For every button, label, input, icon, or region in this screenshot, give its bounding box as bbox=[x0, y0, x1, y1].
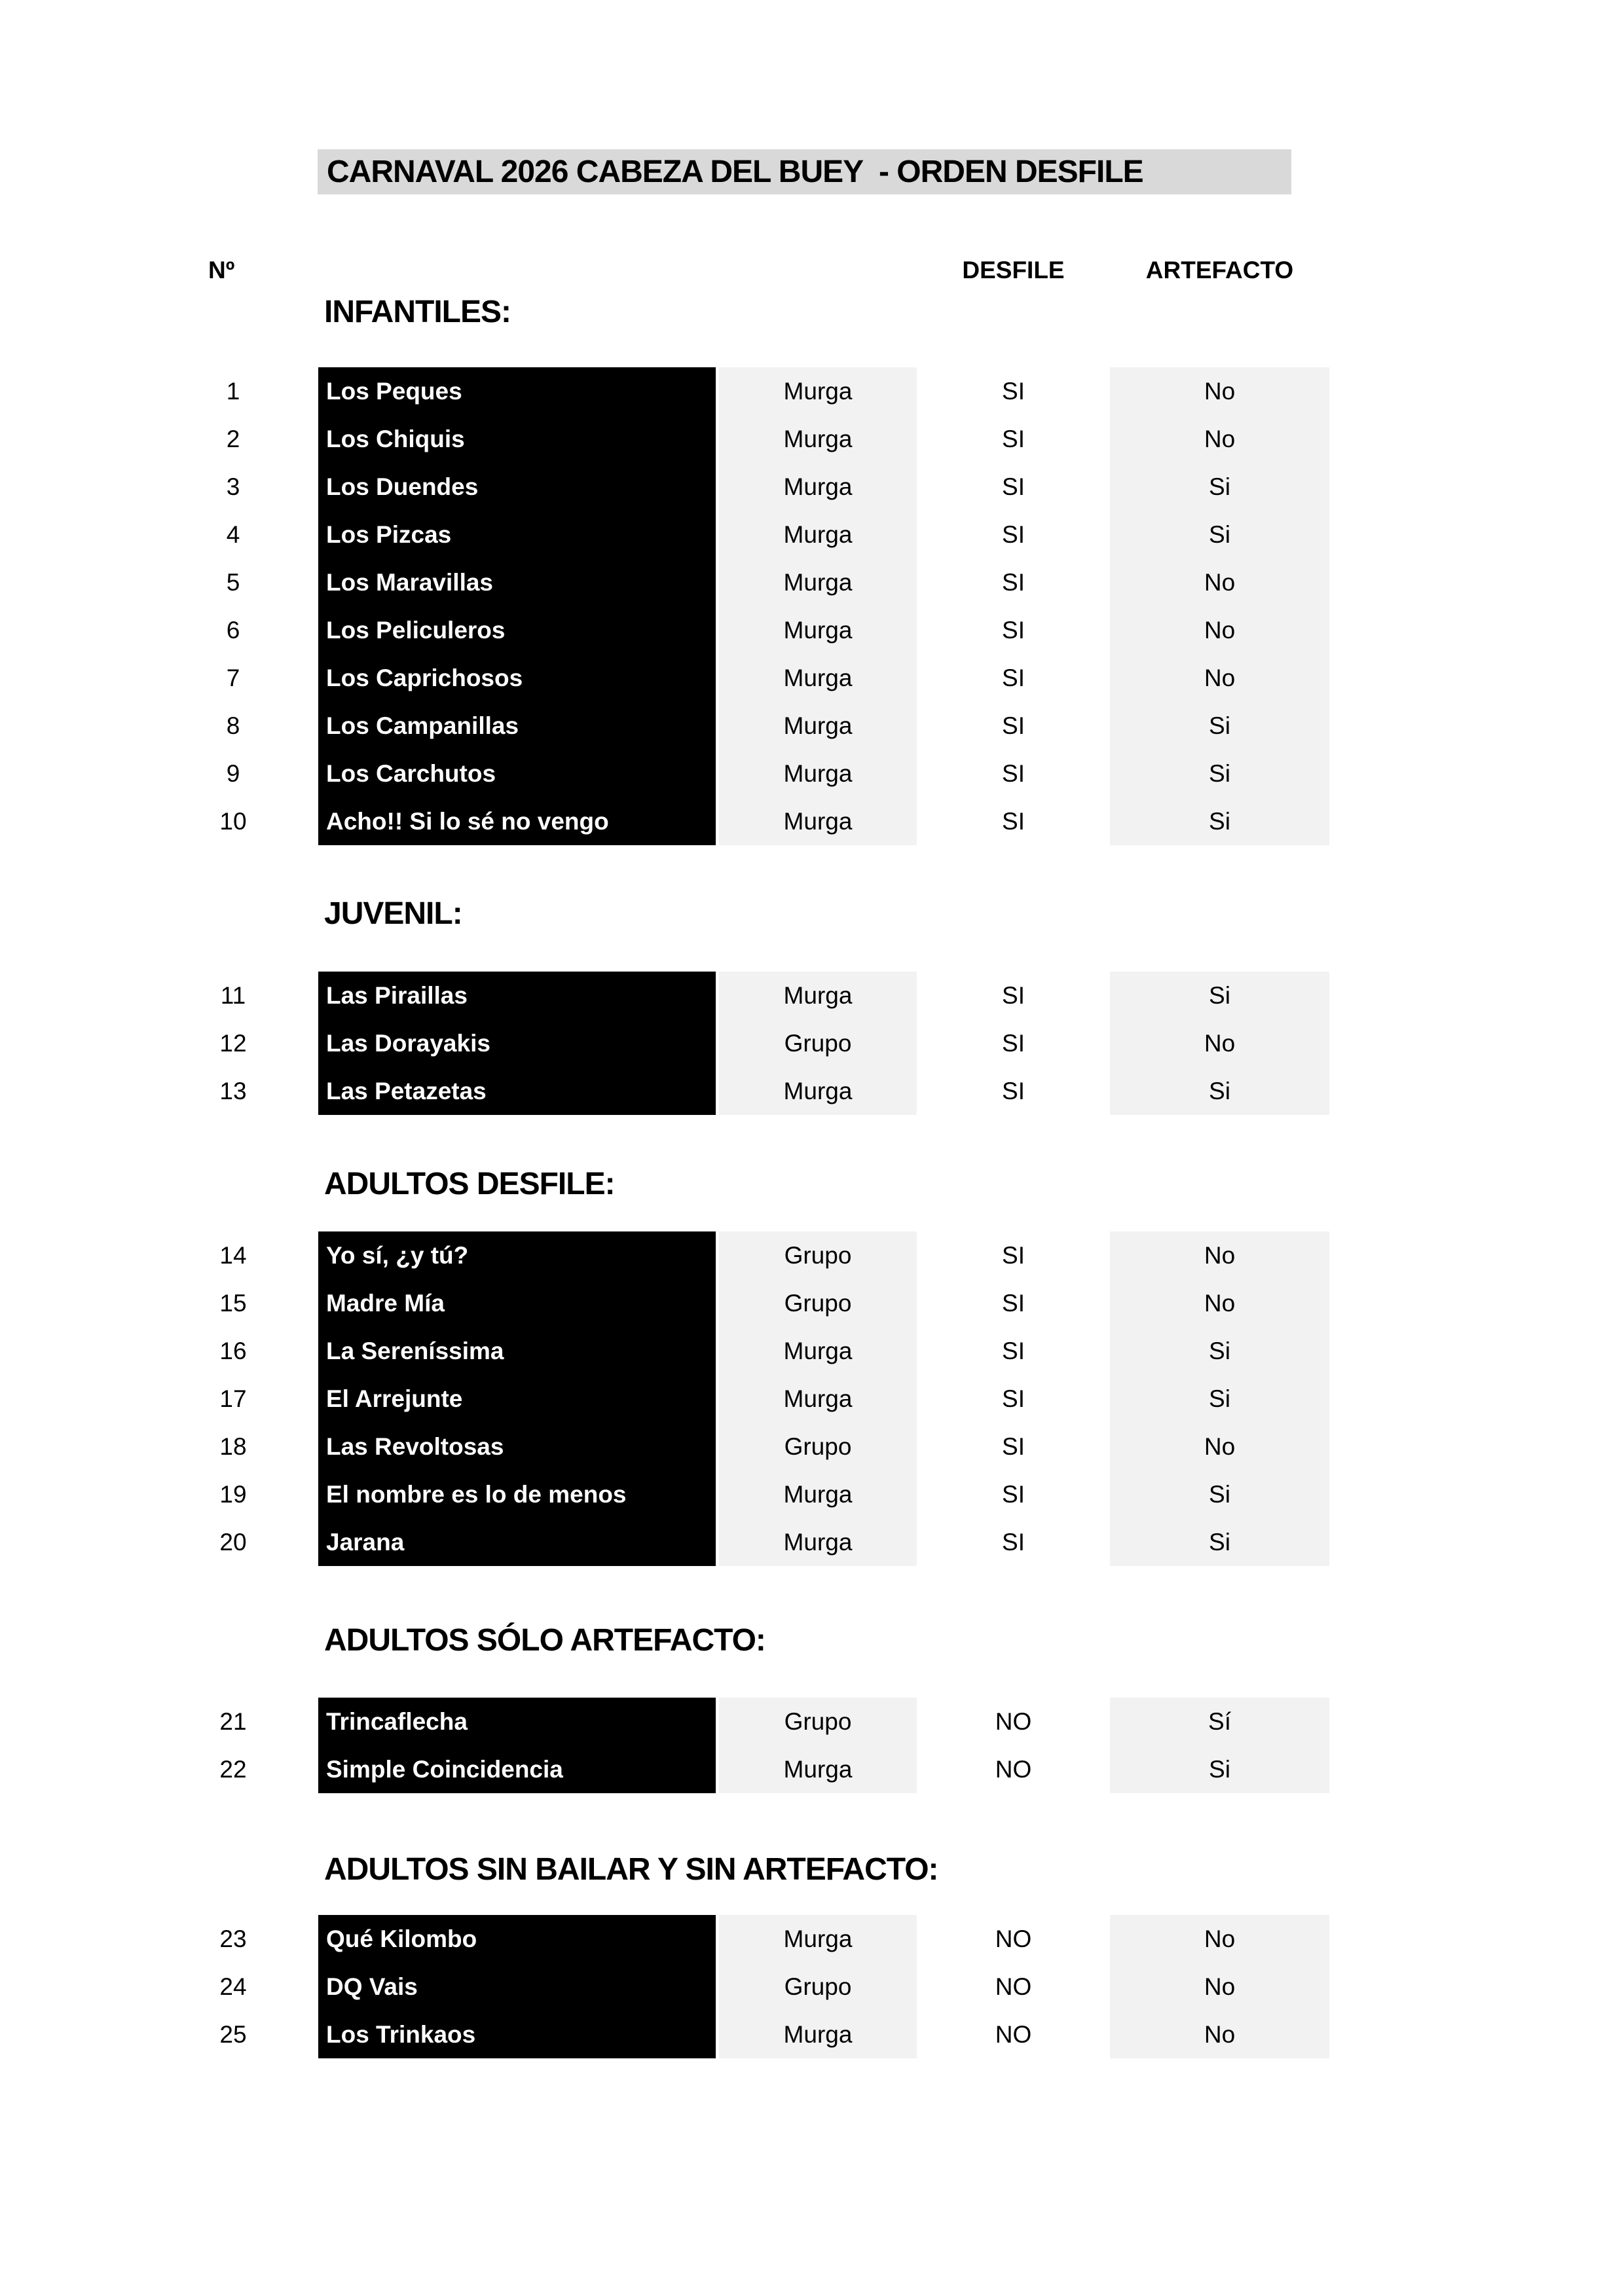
desfile-value-cell: SI bbox=[1002, 1241, 1025, 1269]
row-number: 8 bbox=[226, 712, 240, 739]
row-number: 17 bbox=[219, 1385, 247, 1412]
group-type-cell: Grupo bbox=[719, 1423, 917, 1470]
table-row bbox=[0, 558, 1329, 606]
group-name-cell: Las Petazetas bbox=[318, 1067, 716, 1115]
desfile-value-cell: SI bbox=[1002, 1337, 1025, 1364]
row-inner-spacer bbox=[283, 972, 318, 1019]
table-row bbox=[0, 972, 1329, 1019]
table-adultos-desfile bbox=[0, 1231, 1329, 1566]
group-name-cell: La Sereníssima bbox=[318, 1327, 716, 1375]
section-label-juvenil: JUVENIL: bbox=[324, 896, 462, 931]
group-name-cell: Los Maravillas bbox=[318, 558, 716, 606]
row-number: 20 bbox=[219, 1528, 247, 1556]
desfile-value-cell: SI bbox=[1002, 568, 1025, 596]
table-row bbox=[0, 797, 1329, 845]
group-type-cell: Murga bbox=[719, 1745, 917, 1793]
row-inner-spacer bbox=[283, 797, 318, 845]
desfile-value-cell: SI bbox=[1002, 473, 1025, 500]
group-name-cell: Los Trinkaos bbox=[318, 2011, 716, 2058]
row-number: 12 bbox=[219, 1029, 247, 1057]
row-left-spacer bbox=[0, 558, 183, 606]
row-number: 7 bbox=[226, 664, 240, 691]
table-juvenil bbox=[0, 972, 1329, 1115]
artefacto-value-cell: No bbox=[1110, 367, 1329, 415]
table-row bbox=[0, 367, 1329, 415]
column-header-artefacto: ARTEFACTO bbox=[1145, 257, 1294, 283]
artefacto-value-cell: No bbox=[1110, 2011, 1329, 2058]
artefacto-value-cell: Si bbox=[1110, 972, 1329, 1019]
table-row bbox=[0, 654, 1329, 702]
group-type-cell: Murga bbox=[719, 367, 917, 415]
group-name-cell: Acho!! Si lo sé no vengo bbox=[318, 797, 716, 845]
group-type-cell: Murga bbox=[719, 558, 917, 606]
artefacto-value-cell: No bbox=[1110, 1019, 1329, 1067]
group-type-cell: Murga bbox=[719, 606, 917, 654]
row-number: 19 bbox=[219, 1480, 247, 1508]
row-number: 16 bbox=[219, 1337, 247, 1364]
table-row bbox=[0, 750, 1329, 797]
group-name-cell: Madre Mía bbox=[318, 1279, 716, 1327]
desfile-value-cell: NO bbox=[995, 2020, 1032, 2048]
row-number: 23 bbox=[219, 1925, 247, 1952]
desfile-value-cell: NO bbox=[995, 1973, 1032, 2000]
row-inner-spacer bbox=[283, 415, 318, 463]
group-type-cell: Murga bbox=[719, 1518, 917, 1566]
row-left-spacer bbox=[0, 1470, 183, 1518]
row-number: 22 bbox=[219, 1755, 247, 1783]
artefacto-value-cell: Si bbox=[1110, 463, 1329, 511]
column-header-desfile: DESFILE bbox=[962, 257, 1065, 283]
row-left-spacer bbox=[0, 702, 183, 750]
row-inner-spacer bbox=[283, 463, 318, 511]
group-name-cell: Las Piraillas bbox=[318, 972, 716, 1019]
group-name-cell: Los Caprichosos bbox=[318, 654, 716, 702]
table-infantiles bbox=[0, 367, 1329, 845]
group-name-cell: Los Pizcas bbox=[318, 511, 716, 558]
row-number: 4 bbox=[226, 520, 240, 548]
section-label-adultos-solo-artefacto: ADULTOS SÓLO ARTEFACTO: bbox=[324, 1623, 766, 1658]
group-type-cell: Murga bbox=[719, 750, 917, 797]
desfile-value-cell: SI bbox=[1002, 1432, 1025, 1460]
table-row bbox=[0, 1327, 1329, 1375]
group-name-cell: El Arrejunte bbox=[318, 1375, 716, 1423]
group-name-cell: Los Chiquis bbox=[318, 415, 716, 463]
row-left-spacer bbox=[0, 2011, 183, 2058]
row-left-spacer bbox=[0, 1375, 183, 1423]
desfile-value-cell: SI bbox=[1002, 1385, 1025, 1412]
row-left-spacer bbox=[0, 606, 183, 654]
section-label-infantiles: INFANTILES: bbox=[324, 295, 511, 329]
group-name-cell: El nombre es lo de menos bbox=[318, 1470, 716, 1518]
table-row bbox=[0, 1067, 1329, 1115]
row-left-spacer bbox=[0, 1915, 183, 1963]
row-left-spacer bbox=[0, 1019, 183, 1067]
artefacto-value-cell: No bbox=[1110, 1231, 1329, 1279]
desfile-value-cell: SI bbox=[1002, 377, 1025, 405]
artefacto-value-cell: No bbox=[1110, 415, 1329, 463]
desfile-value-cell: NO bbox=[995, 1707, 1032, 1735]
row-left-spacer bbox=[0, 367, 183, 415]
group-type-cell: Murga bbox=[719, 511, 917, 558]
table-row bbox=[0, 702, 1329, 750]
artefacto-value-cell: Si bbox=[1110, 1745, 1329, 1793]
row-left-spacer bbox=[0, 463, 183, 511]
table-row bbox=[0, 1279, 1329, 1327]
desfile-value-cell: SI bbox=[1002, 520, 1025, 548]
desfile-value-cell: SI bbox=[1002, 1528, 1025, 1556]
row-number: 2 bbox=[226, 425, 240, 452]
group-name-cell: Los Duendes bbox=[318, 463, 716, 511]
row-inner-spacer bbox=[283, 1745, 318, 1793]
column-header-number: Nº bbox=[208, 257, 235, 283]
artefacto-value-cell: Sí bbox=[1110, 1698, 1329, 1745]
group-name-cell: Las Revoltosas bbox=[318, 1423, 716, 1470]
desfile-value-cell: SI bbox=[1002, 664, 1025, 691]
desfile-value-cell: SI bbox=[1002, 1289, 1025, 1317]
row-number: 9 bbox=[226, 759, 240, 787]
row-left-spacer bbox=[0, 972, 183, 1019]
group-type-cell: Murga bbox=[719, 1327, 917, 1375]
group-type-cell: Murga bbox=[719, 1375, 917, 1423]
group-name-cell: Los Campanillas bbox=[318, 702, 716, 750]
group-type-cell: Murga bbox=[719, 1915, 917, 1963]
group-name-cell: Las Dorayakis bbox=[318, 1019, 716, 1067]
row-left-spacer bbox=[0, 415, 183, 463]
row-inner-spacer bbox=[283, 511, 318, 558]
row-inner-spacer bbox=[283, 702, 318, 750]
section-label-adultos-desfile: ADULTOS DESFILE: bbox=[324, 1167, 615, 1201]
group-type-cell: Murga bbox=[719, 2011, 917, 2058]
group-type-cell: Grupo bbox=[719, 1698, 917, 1745]
row-inner-spacer bbox=[283, 654, 318, 702]
row-inner-spacer bbox=[283, 1375, 318, 1423]
table-row bbox=[0, 1231, 1329, 1279]
group-type-cell: Grupo bbox=[719, 1231, 917, 1279]
group-name-cell: Los Peliculeros bbox=[318, 606, 716, 654]
group-type-cell: Murga bbox=[719, 463, 917, 511]
row-left-spacer bbox=[0, 1279, 183, 1327]
desfile-value-cell: SI bbox=[1002, 1480, 1025, 1508]
row-inner-spacer bbox=[283, 1327, 318, 1375]
row-inner-spacer bbox=[283, 1470, 318, 1518]
row-number: 13 bbox=[219, 1077, 247, 1104]
table-row bbox=[0, 511, 1329, 558]
row-left-spacer bbox=[0, 1231, 183, 1279]
group-type-cell: Murga bbox=[719, 797, 917, 845]
group-type-cell: Grupo bbox=[719, 1279, 917, 1327]
row-number: 25 bbox=[219, 2020, 247, 2048]
row-inner-spacer bbox=[283, 1279, 318, 1327]
row-inner-spacer bbox=[283, 1019, 318, 1067]
group-type-cell: Murga bbox=[719, 1470, 917, 1518]
table-row bbox=[0, 1375, 1329, 1423]
table-row bbox=[0, 1019, 1329, 1067]
row-number: 6 bbox=[226, 616, 240, 644]
table-row bbox=[0, 1915, 1329, 1963]
artefacto-value-cell: Si bbox=[1110, 750, 1329, 797]
artefacto-value-cell: No bbox=[1110, 1963, 1329, 2011]
row-number: 10 bbox=[219, 807, 247, 835]
row-number: 21 bbox=[219, 1707, 247, 1735]
row-number: 11 bbox=[220, 981, 246, 1009]
artefacto-value-cell: No bbox=[1110, 1915, 1329, 1963]
row-inner-spacer bbox=[283, 1915, 318, 1963]
row-number: 18 bbox=[219, 1432, 247, 1460]
desfile-value-cell: SI bbox=[1002, 425, 1025, 452]
table-row bbox=[0, 2011, 1329, 2058]
desfile-value-cell: NO bbox=[995, 1925, 1032, 1952]
row-inner-spacer bbox=[283, 750, 318, 797]
row-left-spacer bbox=[0, 797, 183, 845]
group-name-cell: Jarana bbox=[318, 1518, 716, 1566]
desfile-value-cell: SI bbox=[1002, 616, 1025, 644]
table-row bbox=[0, 463, 1329, 511]
group-name-cell: Simple Coincidencia bbox=[318, 1745, 716, 1793]
row-number: 5 bbox=[226, 568, 240, 596]
artefacto-value-cell: No bbox=[1110, 1423, 1329, 1470]
group-name-cell: Yo sí, ¿y tú? bbox=[318, 1231, 716, 1279]
row-inner-spacer bbox=[283, 1231, 318, 1279]
group-type-cell: Murga bbox=[719, 415, 917, 463]
row-inner-spacer bbox=[283, 606, 318, 654]
row-number: 1 bbox=[226, 377, 240, 405]
row-inner-spacer bbox=[283, 1518, 318, 1566]
row-inner-spacer bbox=[283, 1423, 318, 1470]
table-adultos-solo-artefacto bbox=[0, 1698, 1329, 1793]
group-type-cell: Grupo bbox=[719, 1963, 917, 2011]
table-row bbox=[0, 1698, 1329, 1745]
group-type-cell: Murga bbox=[719, 972, 917, 1019]
artefacto-value-cell: Si bbox=[1110, 1067, 1329, 1115]
group-type-cell: Murga bbox=[719, 702, 917, 750]
table-adultos-sin-bailar bbox=[0, 1915, 1329, 2058]
table-row bbox=[0, 1518, 1329, 1566]
table-row bbox=[0, 1963, 1329, 2011]
artefacto-value-cell: No bbox=[1110, 654, 1329, 702]
artefacto-value-cell: Si bbox=[1110, 1375, 1329, 1423]
row-inner-spacer bbox=[283, 2011, 318, 2058]
artefacto-value-cell: Si bbox=[1110, 511, 1329, 558]
row-left-spacer bbox=[0, 1327, 183, 1375]
table-row bbox=[0, 1470, 1329, 1518]
desfile-value-cell: SI bbox=[1002, 981, 1025, 1009]
desfile-value-cell: SI bbox=[1002, 1029, 1025, 1057]
row-number: 24 bbox=[219, 1973, 247, 2000]
desfile-value-cell: SI bbox=[1002, 807, 1025, 835]
table-row bbox=[0, 415, 1329, 463]
artefacto-value-cell: No bbox=[1110, 606, 1329, 654]
row-inner-spacer bbox=[283, 367, 318, 415]
artefacto-value-cell: Si bbox=[1110, 797, 1329, 845]
row-inner-spacer bbox=[283, 558, 318, 606]
group-name-cell: Trincaflecha bbox=[318, 1698, 716, 1745]
group-name-cell: Los Peques bbox=[318, 367, 716, 415]
artefacto-value-cell: Si bbox=[1110, 1518, 1329, 1566]
row-left-spacer bbox=[0, 1963, 183, 2011]
artefacto-value-cell: Si bbox=[1110, 1470, 1329, 1518]
table-row bbox=[0, 1745, 1329, 1793]
desfile-value-cell: SI bbox=[1002, 712, 1025, 739]
row-inner-spacer bbox=[283, 1067, 318, 1115]
row-left-spacer bbox=[0, 654, 183, 702]
row-left-spacer bbox=[0, 1745, 183, 1793]
group-type-cell: Grupo bbox=[719, 1019, 917, 1067]
row-number: 14 bbox=[219, 1241, 247, 1269]
table-row bbox=[0, 1423, 1329, 1470]
group-name-cell: DQ Vais bbox=[318, 1963, 716, 2011]
artefacto-value-cell: No bbox=[1110, 1279, 1329, 1327]
desfile-value-cell: NO bbox=[995, 1755, 1032, 1783]
group-name-cell: Los Carchutos bbox=[318, 750, 716, 797]
artefacto-value-cell: Si bbox=[1110, 702, 1329, 750]
row-number: 15 bbox=[219, 1289, 247, 1317]
row-left-spacer bbox=[0, 1698, 183, 1745]
artefacto-value-cell: Si bbox=[1110, 1327, 1329, 1375]
artefacto-value-cell: No bbox=[1110, 558, 1329, 606]
row-left-spacer bbox=[0, 1067, 183, 1115]
group-type-cell: Murga bbox=[719, 1067, 917, 1115]
row-number: 3 bbox=[226, 473, 240, 500]
row-left-spacer bbox=[0, 511, 183, 558]
table-row bbox=[0, 606, 1329, 654]
section-label-adultos-sin-bailar: ADULTOS SIN BAILAR Y SIN ARTEFACTO: bbox=[324, 1852, 938, 1887]
row-left-spacer bbox=[0, 750, 183, 797]
row-inner-spacer bbox=[283, 1963, 318, 2011]
row-left-spacer bbox=[0, 1518, 183, 1566]
row-inner-spacer bbox=[283, 1698, 318, 1745]
group-type-cell: Murga bbox=[719, 654, 917, 702]
group-name-cell: Qué Kilombo bbox=[318, 1915, 716, 1963]
row-left-spacer bbox=[0, 1423, 183, 1470]
desfile-value-cell: SI bbox=[1002, 1077, 1025, 1104]
page-title: CARNAVAL 2026 CABEZA DEL BUEY - ORDEN DESFILE bbox=[318, 149, 1291, 194]
desfile-value-cell: SI bbox=[1002, 759, 1025, 787]
